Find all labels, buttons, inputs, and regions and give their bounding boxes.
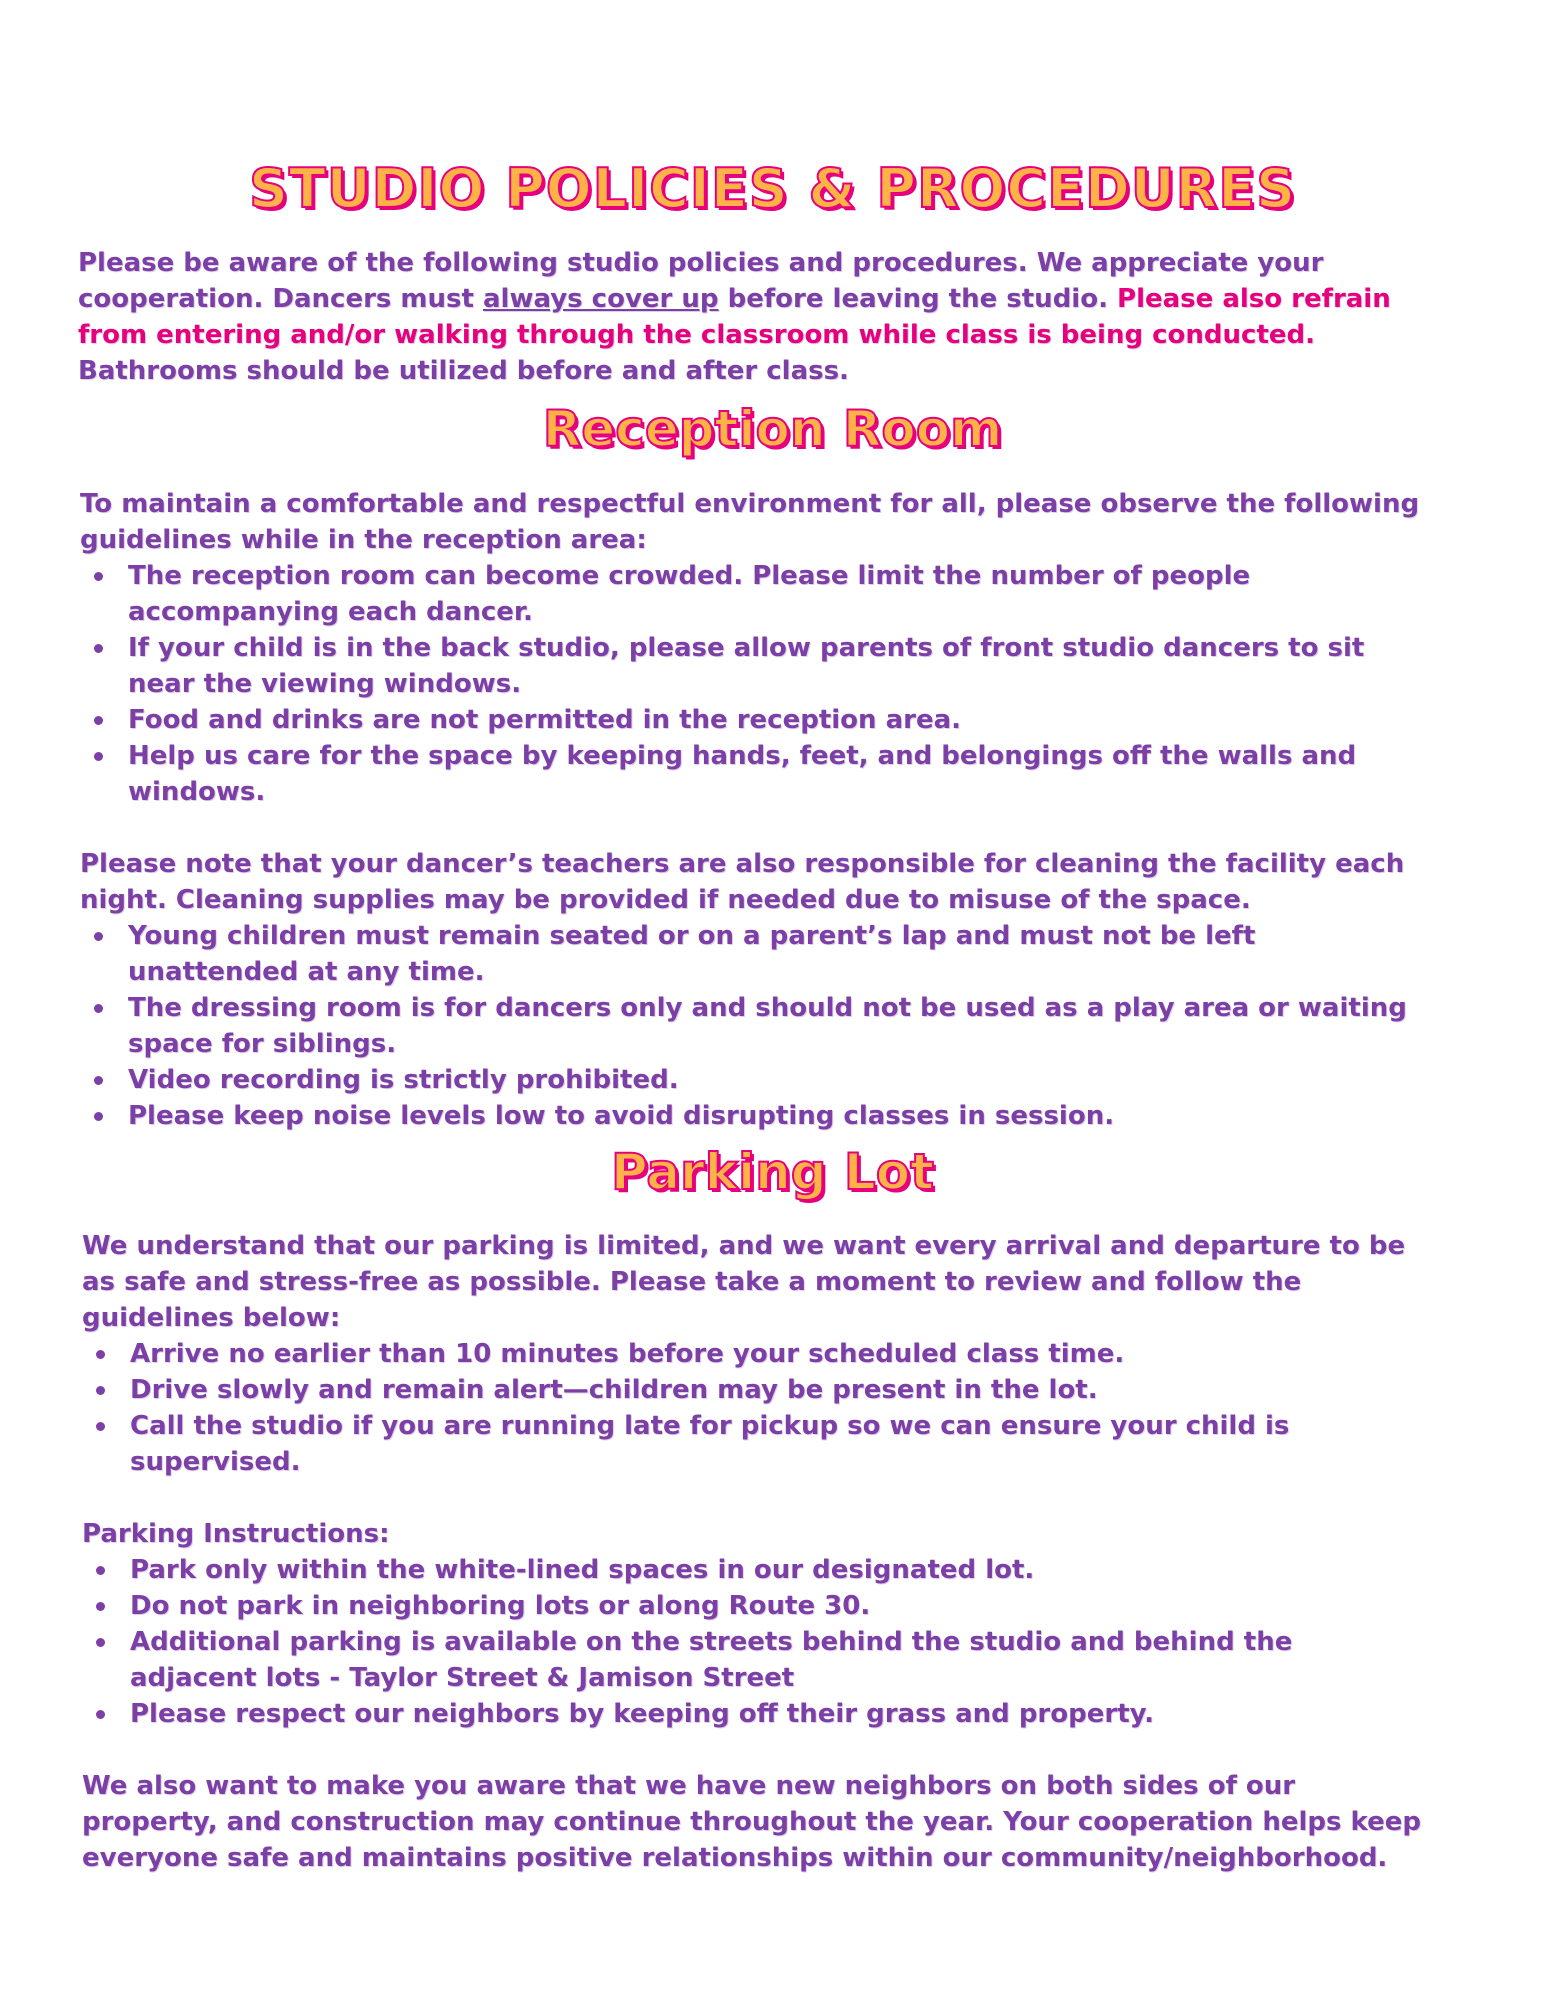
page-title: STUDIO POLICIES & PROCEDURES (249, 157, 1296, 220)
list-item: Food and drinks are not permitted in the reception area. (80, 702, 1420, 738)
parking-section (82, 1228, 1427, 1876)
reception-list (80, 558, 1420, 810)
reception-section (80, 486, 1420, 1134)
list-item: Drive slowly and remain alert—children may be present in the lot. (82, 1372, 1427, 1408)
reception-heading: Reception Room (542, 400, 1003, 458)
list-item: Do not park in neighboring lots or along Route 30. (82, 1588, 1427, 1624)
list-item: If your child is in the back studio, please allow parents of front studio dancers to sit near the viewing windows. (80, 630, 1420, 702)
reception-list-2 (80, 918, 1420, 1134)
list-item: The dressing room is for dancers only and should not be used as a play area or waiting space for siblings. (80, 990, 1420, 1062)
list-item: Please keep noise levels low to avoid disrupting classes in session. (80, 1098, 1420, 1134)
parking-instructions-list (82, 1552, 1427, 1732)
intro-part2: before leaving the studio. (718, 284, 1118, 314)
reception-intro: To maintain a comfortable and respectful environment for all, please observe the following guidelines while in the reception area: (80, 489, 1420, 555)
parking-heading: Parking Lot (611, 1143, 934, 1201)
list-item: Help us care for the space by keeping hands, feet, and belongings off the walls and windows. (80, 738, 1420, 810)
intro-paragraph (78, 245, 1418, 389)
parking-instructions-label: Parking Instructions: (82, 1519, 390, 1549)
parking-intro: We understand that our parking is limited, and we want every arrival and departure to be as safe and stress-free as possible. Please take a moment to review and follow the guidelines below: (82, 1231, 1406, 1333)
intro-part3: Bathrooms should be utilized before and after class. (78, 356, 849, 386)
list-item: Young children must remain seated or on a parent’s lap and must not be left unattended at any time. (80, 918, 1420, 990)
intro-part1: Please be aware of the following studio policies and procedures. We appreciate your cooperation. Dancers must (78, 248, 1324, 314)
list-item: Park only within the white-lined spaces in our designated lot. (82, 1552, 1427, 1588)
list-item: Additional parking is available on the streets behind the studio and behind the adjacent lots - Taylor Street & Jamison Street (82, 1624, 1427, 1696)
parking-list (82, 1336, 1427, 1480)
intro-text (78, 245, 1418, 389)
list-item: Please respect our neighbors by keeping off their grass and property. (82, 1696, 1427, 1732)
list-item: Call the studio if you are running late for pickup so we can ensure your child is supervised. (82, 1408, 1427, 1480)
list-item: Video recording is strictly prohibited. (80, 1062, 1420, 1098)
reception-note: Please note that your dancer’s teachers are also responsible for cleaning the facility each night. Cleaning supplies may be provided if needed due to misuse of the space. (80, 849, 1405, 915)
intro-underlined: always cover up (482, 284, 719, 314)
list-item: Arrive no earlier than 10 minutes before your scheduled class time. (82, 1336, 1427, 1372)
parking-closing: We also want to make you aware that we have new neighbors on both sides of our property, and construction may continue throughout the year. Your cooperation helps keep everyone safe and maintains positive relationships within our community/neighborhood. (82, 1771, 1421, 1873)
intro-highlight: Please also refrain from entering and/or walking through the classroom while class is being conducted. (78, 284, 1391, 350)
list-item: The reception room can become crowded. Please limit the number of people accompanying each dancer. (80, 558, 1420, 630)
